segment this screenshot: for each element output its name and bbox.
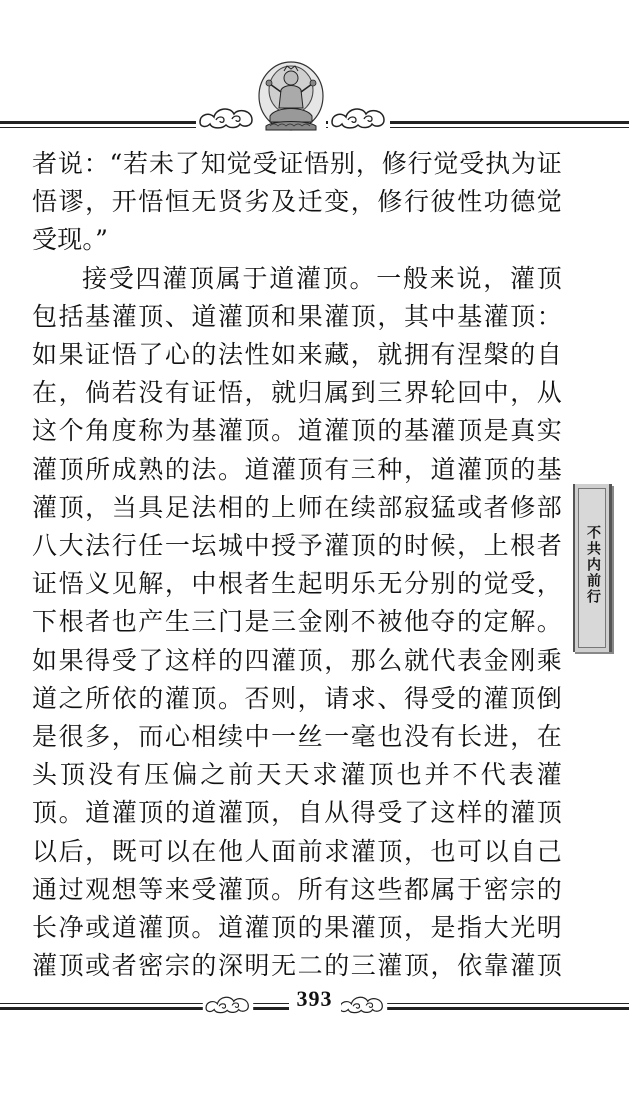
text-line: 长净或道灌顶。道灌顶的果灌顶，是指大光明 [32,913,562,943]
text-line: 如果证悟了心的法性如来藏，就拥有涅槃的自 [32,340,562,370]
page-number [0,986,629,1012]
chapter-side-tab[interactable] [573,484,612,652]
text-line: 灌顶或者密宗的深明无二的三灌顶，依靠灌顶 [32,951,562,981]
text-line: 接受四灌顶属于道灌顶。一般来说，灌顶 [82,263,562,293]
text-line: 悟谬，开悟恒无贤劣及迁变，修行彼性功德觉 [32,187,562,217]
deity-figure-icon [256,60,326,134]
text-line: 以后，既可以在他人面前求灌顶，也可以自己 [32,836,562,866]
text-line: 包括基灌顶、道灌顶和果灌顶，其中基灌顶： [32,301,562,331]
text-line: 头顶没有压偏之前天天求灌顶也并不代表灌 [32,760,562,790]
text-line: 这个角度称为基灌顶。道灌顶的基灌顶是真实 [32,416,562,446]
text-line: 灌顶，当具足法相的上师在续部寂猛或者修部 [32,492,562,522]
text-line: 是很多，而心相续中一丝一毫也没有长进，在 [32,722,562,752]
page-number-text: 393 [289,986,341,1011]
text-line: 灌顶所成熟的法。道灌顶有三种，道灌顶的基 [32,454,562,484]
text-line: 顶。道灌顶的道灌顶，自从得受了这样的灌顶 [32,798,562,828]
text-line: 在，倘若没有证悟，就归属到三界轮回中，从 [32,378,562,408]
text-line: 证悟义见解，中根者生起明乐无分别的觉受， [32,569,562,599]
text-line: 八大法行任一坛城中授予灌顶的时候，上根者 [32,531,562,561]
text-line: 道之所依的灌顶。否则，请求、得受的灌顶倒 [32,683,562,713]
body-text [32,145,562,985]
text-line: 通过观想等来受灌顶。所有这些都属于密宗的 [32,874,562,904]
cloud-ornament-icon [328,100,390,132]
text-line: 受现。” [32,225,109,255]
cloud-ornament-icon [196,100,258,132]
chapter-side-tab-label: 不共内前行 [585,525,601,605]
text-line: 下根者也产生三门是三金刚不被他夺的定解。 [32,607,562,637]
text-line: 如果得受了这样的四灌顶，那么就代表金刚乘 [32,645,562,675]
text-line: 者说：“若未了知觉受证悟别，修行觉受执为证 [32,149,562,178]
